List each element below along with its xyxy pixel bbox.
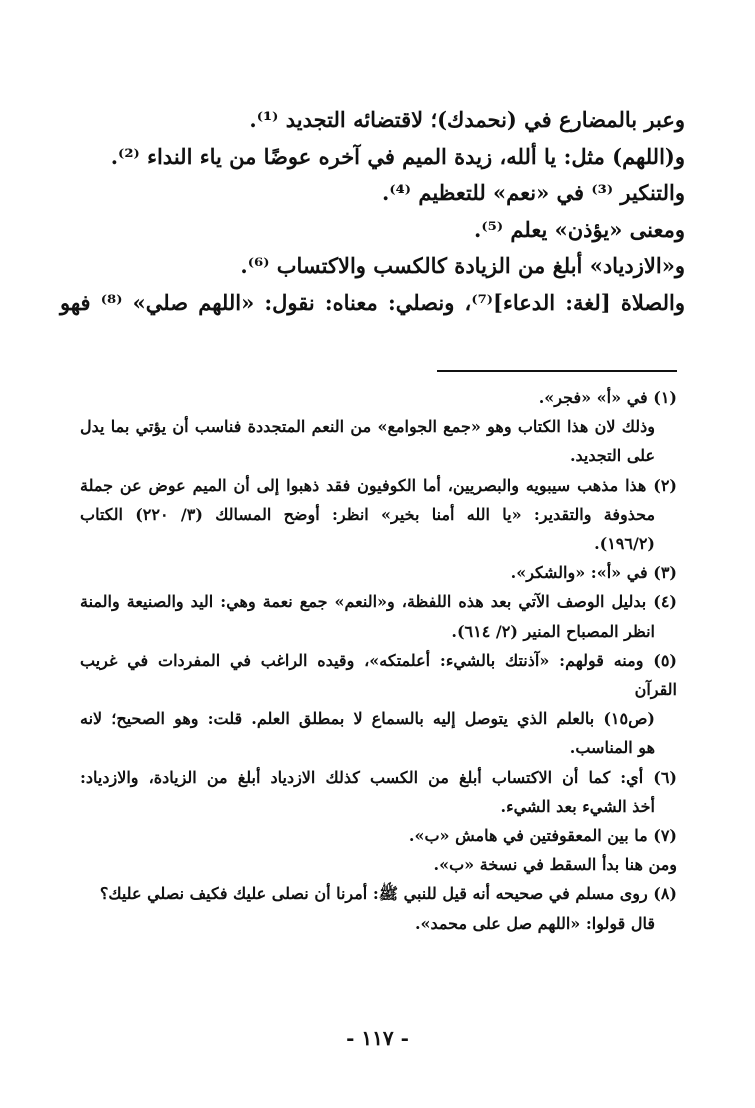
footnote-line: قال قولوا: «اللهم صل على محمد». xyxy=(414,913,655,933)
main-text xyxy=(60,102,685,321)
footnote-line: (١٩٦/٢). xyxy=(594,534,655,554)
footnote-line: (٥) ومنه قولهم: «آذنتك بالشيء: أعلمتكه»، وقيده الراغب في المفردات في غريب القرآن xyxy=(80,650,677,700)
main-text-line-2: و(اللهم) مثل: يا ألله، زيدة الميم في آخره عوضًا من ياء النداء ⁽²⁾. xyxy=(110,143,685,169)
main-text-line-5: و«الازدياد» أبلغ من الزيادة كالكسب والاكتساب ⁽⁶⁾. xyxy=(240,253,685,278)
footnote-6 xyxy=(80,763,677,821)
footnote-5 xyxy=(80,646,677,763)
footnote-2 xyxy=(80,471,677,559)
footnote-line: محذوفة والتقدير: «يا الله أمنا بخير» انظر: أوضح المسالك (٣/ ٢٢٠) الكتاب xyxy=(80,504,656,524)
footnote-line: (٢) هذا مذهب سيبويه والبصريين، أما الكوفيون فقد ذهبوا إلى أن الميم عوض عن جملة xyxy=(80,475,677,495)
footnote-line: (٣) في «أ»: «والشكر». xyxy=(510,563,677,583)
main-text-line-1: وعبر بالمضارع في (نحمدك)؛ لاقتضائه التجديد ⁽¹⁾. xyxy=(249,107,685,132)
footnote-line: على التجديد. xyxy=(569,446,655,466)
footnote-line: (٦) أي: كما أن الاكتساب أبلغ من الكسب كذلك الازدياد أبلغ من الزيادة، والازدياد: xyxy=(80,767,677,787)
footnote-line: وذلك لان هذا الكتاب وهو «جمع الجوامع» من النعم المتجددة فناسب أن يؤتي بما يدل xyxy=(80,417,655,437)
footnote-line: (ص١٥) بالعلم الذي يتوصل إليه بالسماع لا بمطلق العلم. قلت: وهو الصحيح؛ لانه xyxy=(80,709,655,729)
footnote-line: (١) في «أ» «فجر». xyxy=(538,388,677,407)
footnote-1 xyxy=(80,383,677,471)
main-text-line-3: والتنكير ⁽³⁾ في «نعم» للتعظيم ⁽⁴⁾. xyxy=(382,180,685,205)
footnote-line: (٤) بدليل الوصف الآتي بعد هذه اللفظة، و«النعم» جمع نعمة وهي: اليد والصنيعة والمنة xyxy=(80,592,677,612)
footnote-separator xyxy=(437,370,677,372)
page-number: - ١١٧ - xyxy=(346,1026,409,1050)
footnote-line: هو المناسب. xyxy=(569,738,655,758)
footnote-3 xyxy=(80,558,677,587)
footnote-7 xyxy=(80,821,677,879)
footnote-line: ومن هنا بدأ السقط في نسخة «ب». xyxy=(433,855,677,875)
footnote-8 xyxy=(80,879,677,937)
main-text-line-6: والصلاة [لغة: الدعاء]⁽⁷⁾، ونصلي: معناه: نقول: «اللهم صلي» ⁽⁸⁾ فهو xyxy=(60,289,686,315)
footnote-line: انظر المصباح المنير (٢/ ٦١٤). xyxy=(451,621,655,641)
footnote-4 xyxy=(80,587,677,645)
footnote-line: (٨) روى مسلم في صحيحه أنه قيل للنبي ﷺ: أمرنا أن نصلى عليك فكيف نصلي عليك؟ xyxy=(99,884,677,904)
footnote-line: أخذ الشيء بعد الشيء. xyxy=(500,796,655,816)
footnotes xyxy=(80,383,677,938)
main-text-line-4: ومعنى «يؤذن» يعلم ⁽⁵⁾. xyxy=(474,216,685,242)
footnote-line: (٧) ما بين المعقوفتين في هامش «ب». xyxy=(408,826,677,846)
